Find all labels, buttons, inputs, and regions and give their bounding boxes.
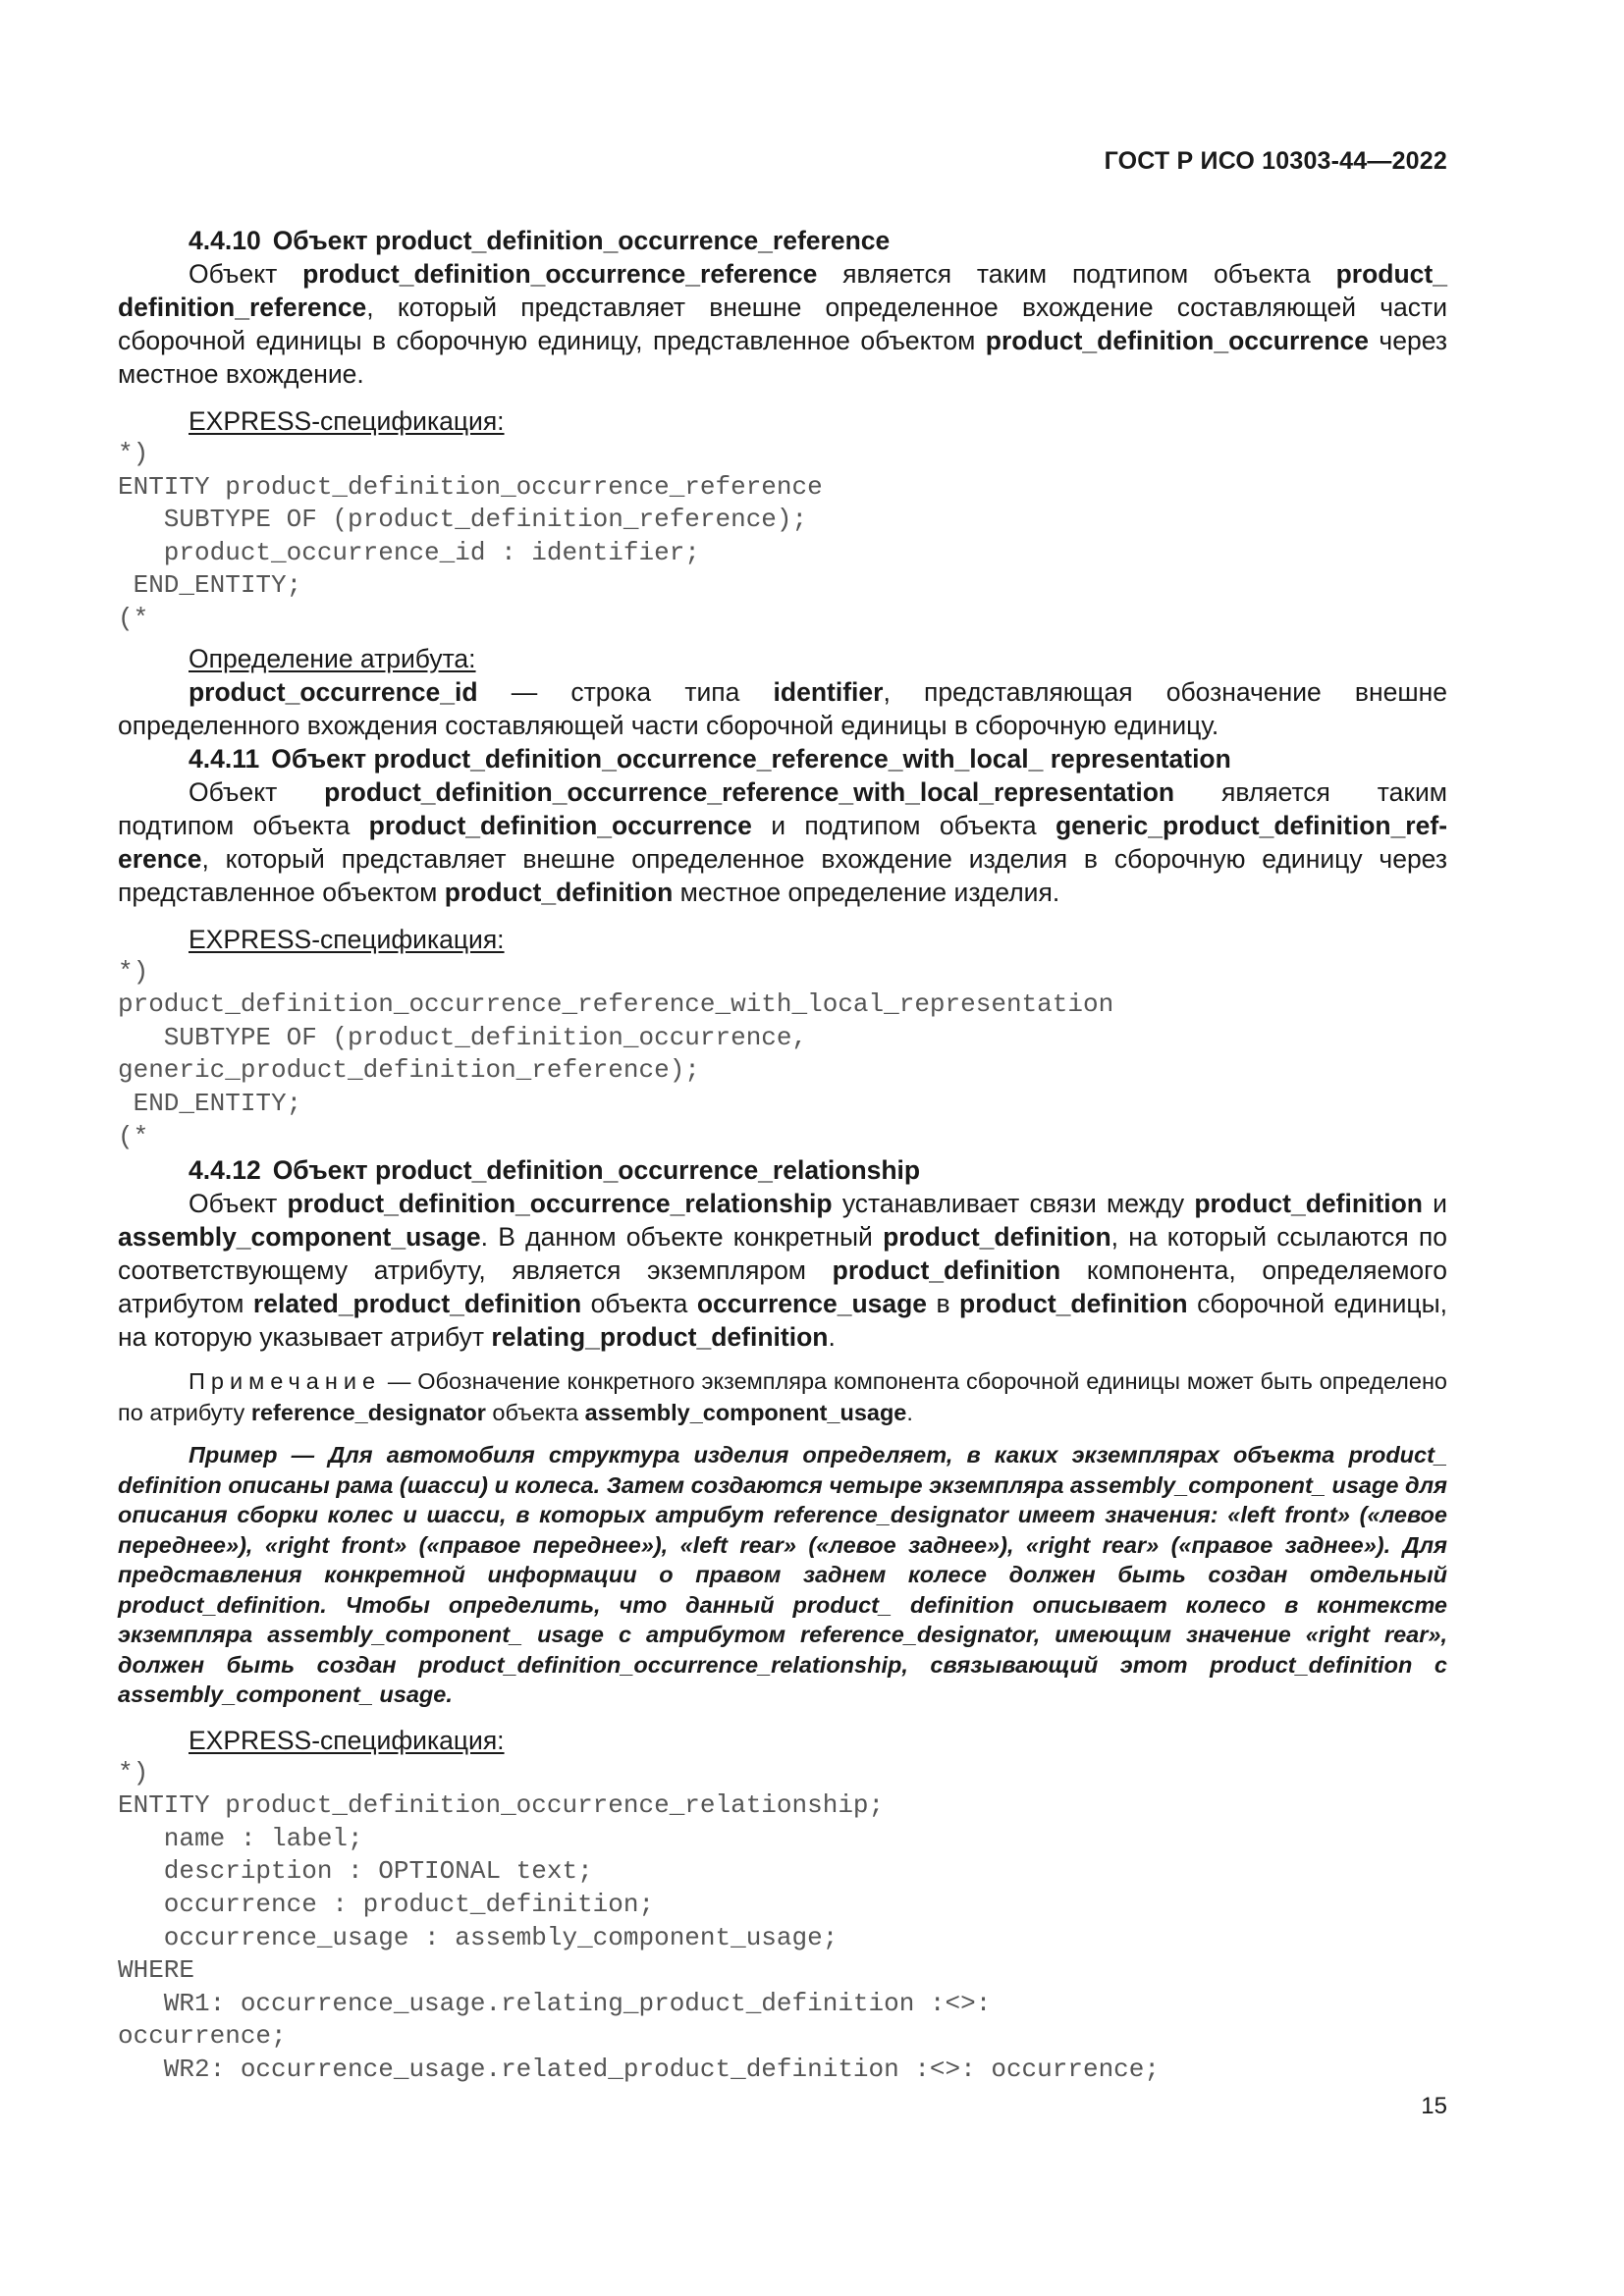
entity-name: product_ definition_reference bbox=[118, 259, 1447, 322]
attribute-name: relating_product_definition bbox=[491, 1322, 829, 1353]
entity-name: generic_product_definition_reference bbox=[118, 810, 1448, 874]
entity-name: product_definition_occurrence_relationship bbox=[287, 1189, 833, 1219]
text-run: объекта bbox=[581, 1289, 697, 1319]
attribute-name: reference_designator bbox=[250, 1400, 486, 1426]
text-run: сборочной единицы, на которую указывает атрибут bbox=[118, 1289, 1447, 1353]
section-4-4-11-heading bbox=[118, 742, 1447, 775]
text-run: местное определение изделия. bbox=[673, 877, 1060, 907]
attribute-name: occurrence_usage bbox=[696, 1289, 928, 1319]
document-code-header: ГОСТ Р ИСО 10303-44—2022 bbox=[1104, 147, 1447, 175]
entity-name: product_definition_occurrence bbox=[985, 326, 1369, 355]
page-content bbox=[118, 224, 1447, 2087]
note-label: Примечание bbox=[189, 1368, 382, 1395]
entity-name: product_definition_occurrence bbox=[368, 810, 752, 840]
entity-name: assembly_component_usage bbox=[584, 1400, 907, 1426]
express-spec-label: EXPRESS-спецификация: bbox=[189, 924, 505, 954]
section-title: Объект product_definition_occurrence_reference_with_local_ representation bbox=[271, 743, 1231, 774]
text-run: , представляющая обозначение внешне определенного вхождения составляющей части сборочной единицы в сборочную единицу. bbox=[118, 676, 1447, 740]
text-run: устанавливает связи между bbox=[832, 1189, 1195, 1219]
attribute-name: product_occurrence_id bbox=[189, 676, 478, 707]
text-run: компонента, определяемого атрибутом bbox=[118, 1255, 1447, 1319]
entity-name: product_definition_occurrence_reference bbox=[302, 259, 818, 289]
text-run: в bbox=[927, 1289, 960, 1319]
section-number: 4.4.10 bbox=[189, 226, 261, 255]
note-paragraph bbox=[118, 1365, 1447, 1428]
example-paragraph: Пример — Для автомобиля структура изделия определяет, в каких экземплярах объекта product_ definition описаны рама (шасси) и колеса. Затем создаются четыре экземпляра assembly_component_ usage для описания сборки колес и шасси, в которых атрибут reference_designator имеет значения: «left front» («левое переднее»), «right front» («правое переднее»), «left rear» («левое заднее»), «right rear» («правое заднее»). Для представления конкретной информации о правом заднем колесе должен быть создан отдельный product_definition. Чтобы определить, что данный product_ definition описывает колесо в контексте экземпляра assembly_component_ usage с атрибутом reference_designator, имеющим значение «right rear», должен быть создан product_definition_occurrence_relationship, связывающий этот product_definition с assembly_component_ usage. bbox=[118, 1442, 1447, 1708]
text-run: является таким подтипом объекта bbox=[817, 259, 1336, 289]
text-run: через местное вхождение. bbox=[118, 326, 1447, 389]
text-run: — Обозначение конкретного экземпляра компонента сборочной единицы может быть определено по атрибуту bbox=[118, 1368, 1447, 1426]
text-run: — строка типа bbox=[477, 676, 774, 707]
entity-name: product_definition bbox=[883, 1222, 1111, 1253]
entity-name: product_definition bbox=[1194, 1189, 1423, 1219]
section-number: 4.4.12 bbox=[189, 1155, 261, 1186]
text-run: является таким подтипом объекта bbox=[118, 776, 1447, 840]
express-spec-label: EXPRESS-спецификация: bbox=[189, 1725, 505, 1755]
entity-name: product_definition_occurrence_reference_with_local_representation bbox=[324, 776, 1175, 807]
text-run: Объект bbox=[189, 776, 325, 807]
express-spec-label: EXPRESS-спецификация: bbox=[189, 406, 505, 436]
section-number: 4.4.11 bbox=[189, 743, 260, 774]
section-4-4-10-heading bbox=[118, 224, 1447, 257]
section-4-4-10-paragraph bbox=[118, 257, 1447, 391]
text-run: , на который ссылаются по соответствующему атрибуту, является экземпляром bbox=[118, 1222, 1447, 1286]
text-run: и bbox=[1422, 1189, 1447, 1219]
text-run: объекта bbox=[485, 1400, 585, 1426]
text-run: . В данном объекте конкретный bbox=[480, 1222, 884, 1253]
entity-name: assembly_component_usage bbox=[118, 1222, 481, 1253]
express-code-block: *) ENTITY product_definition_occurrence_reference SUBTYPE OF (product_definition_reference); product_occurrence_id : identifier; END_ENTITY; (* bbox=[118, 439, 823, 633]
attribute-definition-paragraph bbox=[118, 675, 1447, 742]
text-run: , который представляет внешне определенное вхождение изделия в сборочную единицу через представленное объектом bbox=[118, 843, 1447, 907]
entity-name: product_definition bbox=[444, 877, 674, 907]
section-4-4-12-paragraph bbox=[118, 1187, 1447, 1354]
section-title: Объект product_definition_occurrence_relationship bbox=[272, 1155, 921, 1186]
text-run: , который представляет внешне определенное вхождение составляющей части сборочной единицы в сборочную единицу, представленное объектом bbox=[118, 293, 1447, 355]
entity-name: product_definition bbox=[959, 1289, 1188, 1319]
text-run: . bbox=[906, 1400, 913, 1426]
page-number: 15 bbox=[1421, 2093, 1447, 2119]
section-title: Объект product_definition_occurrence_reference bbox=[272, 226, 891, 255]
text-run: Объект bbox=[189, 1189, 288, 1219]
attribute-definition-label: Определение атрибута: bbox=[189, 643, 476, 673]
express-code-block: *) ENTITY product_definition_occurrence_relationship; name : label; description : OPTIONAL text; occurrence : product_definition; occurrence_usage : assembly_component_usage; WHERE WR1: occurrence_usage.relating_product_definition :<>: occurrence; WR2: occurrence_usage.related_product_definition :<>: occurrence; bbox=[118, 1757, 1160, 2084]
text-run: . bbox=[828, 1322, 836, 1353]
text-run: и подтипом объекта bbox=[751, 810, 1056, 840]
section-4-4-12-heading bbox=[118, 1153, 1447, 1187]
text-run: Объект bbox=[189, 259, 303, 289]
entity-name: product_definition bbox=[832, 1255, 1061, 1286]
section-4-4-11-paragraph bbox=[118, 775, 1447, 909]
attribute-name: related_product_definition bbox=[252, 1289, 582, 1319]
express-code-block: *) product_definition_occurrence_reference_with_local_representation SUBTYPE OF (product_definition_occurrence, generic_product_definition_reference); END_ENTITY; (* bbox=[118, 956, 1114, 1151]
type-name: identifier bbox=[773, 676, 884, 707]
